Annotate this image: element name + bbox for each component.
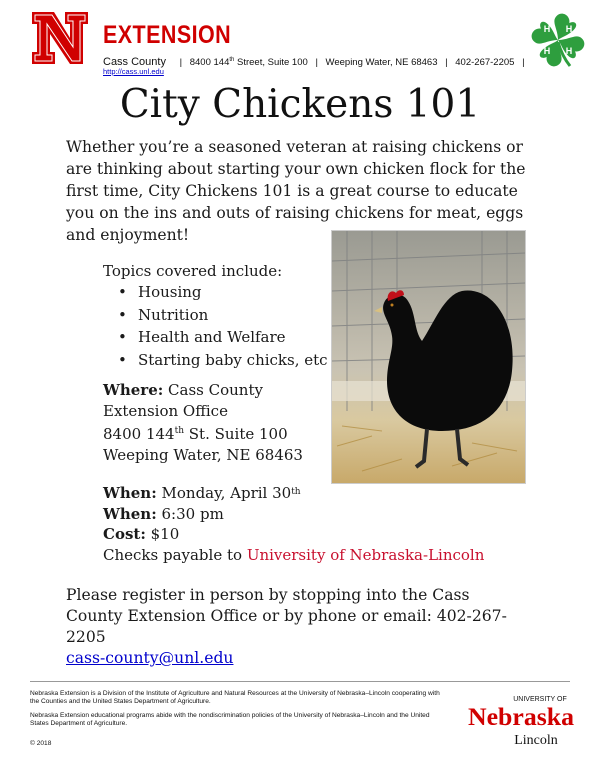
nebraska-n-logo (30, 10, 90, 66)
page-title: City Chickens 101 (119, 82, 481, 127)
topics-heading: Topics covered include: (103, 262, 283, 280)
intro-paragraph: Whether you’re a seasoned veteran at raising chickens or are thinking about starting your own chicken flock for the first time, City Chickens 101 is a great course to educate you on the ins and outs of raising chickens for meat, eggs and enjoyment! (66, 138, 526, 244)
where-label: Where: (103, 381, 164, 399)
footer-divider (30, 681, 570, 682)
svg-text:UNIVERSITY OF: UNIVERSITY OF (513, 696, 567, 703)
svg-text:Nebraska: Nebraska (468, 704, 575, 731)
svg-text:H: H (543, 46, 551, 56)
checks-payable: Checks payable to University of Nebraska-Lincoln (103, 545, 485, 564)
svg-text:Lincoln: Lincoln (514, 733, 558, 748)
where-block: Where: Cass County Extension Office 8400 144th St. Suite 100 Weeping Water, NE 68463 (103, 381, 303, 464)
footer-disclaimer-2: Nebraska Extension educational programs abide with the nondiscrimination policies of the University of Nebraska–Lincoln and the United States Department of Agriculture. (30, 712, 430, 728)
header-city: Weeping Water, NE 68463 (325, 57, 438, 69)
list-item: • Housing (118, 283, 202, 301)
when-block (103, 483, 484, 565)
event-cost: Cost: $10 (103, 525, 180, 543)
4h-clover-logo (528, 10, 588, 70)
email-link[interactable]: cass-county@unl.edu (66, 649, 234, 667)
black-chicken-photo (331, 230, 526, 484)
svg-text:H: H (565, 24, 573, 34)
county-website-link[interactable]: http://cass.unl.edu (103, 67, 164, 76)
extension-title: EXTENSION (103, 21, 232, 49)
topics-list (103, 281, 328, 371)
list-item: • Starting baby chicks, etc (118, 350, 328, 369)
event-date: When: Monday, April 30th (103, 484, 301, 502)
list-item: • Health and Welfare (118, 328, 286, 347)
list-item: • Nutrition (118, 305, 209, 324)
svg-text:H: H (543, 24, 551, 34)
footer-disclaimer-1: Nebraska Extension is a Division of the Institute of Agriculture and Natural Resources at the University of Nebraska–Lincoln cooperating with the Counties and the United States Department of Agriculture. (30, 690, 440, 706)
svg-text:H: H (565, 46, 573, 56)
header-address: 8400 144th Street, Suite 100 (189, 57, 308, 69)
county-name: Cass County (103, 56, 166, 69)
registration-info: Please register in person by stopping into the Cass County Extension Office or by phone or email: 402-267-2205 cass-county@unl.edu (66, 586, 507, 667)
header-contact-line: Cass County | 8400 144th Street, Suite 100 | Weeping Water, NE 68463 | 402-267-2205 | (103, 56, 525, 69)
event-time: When: 6:30 pm (103, 504, 224, 523)
header-phone: 402-267-2205 (455, 57, 515, 69)
university-of-nebraska-lincoln-logo (466, 692, 578, 752)
copyright: © 2018 (30, 740, 52, 747)
